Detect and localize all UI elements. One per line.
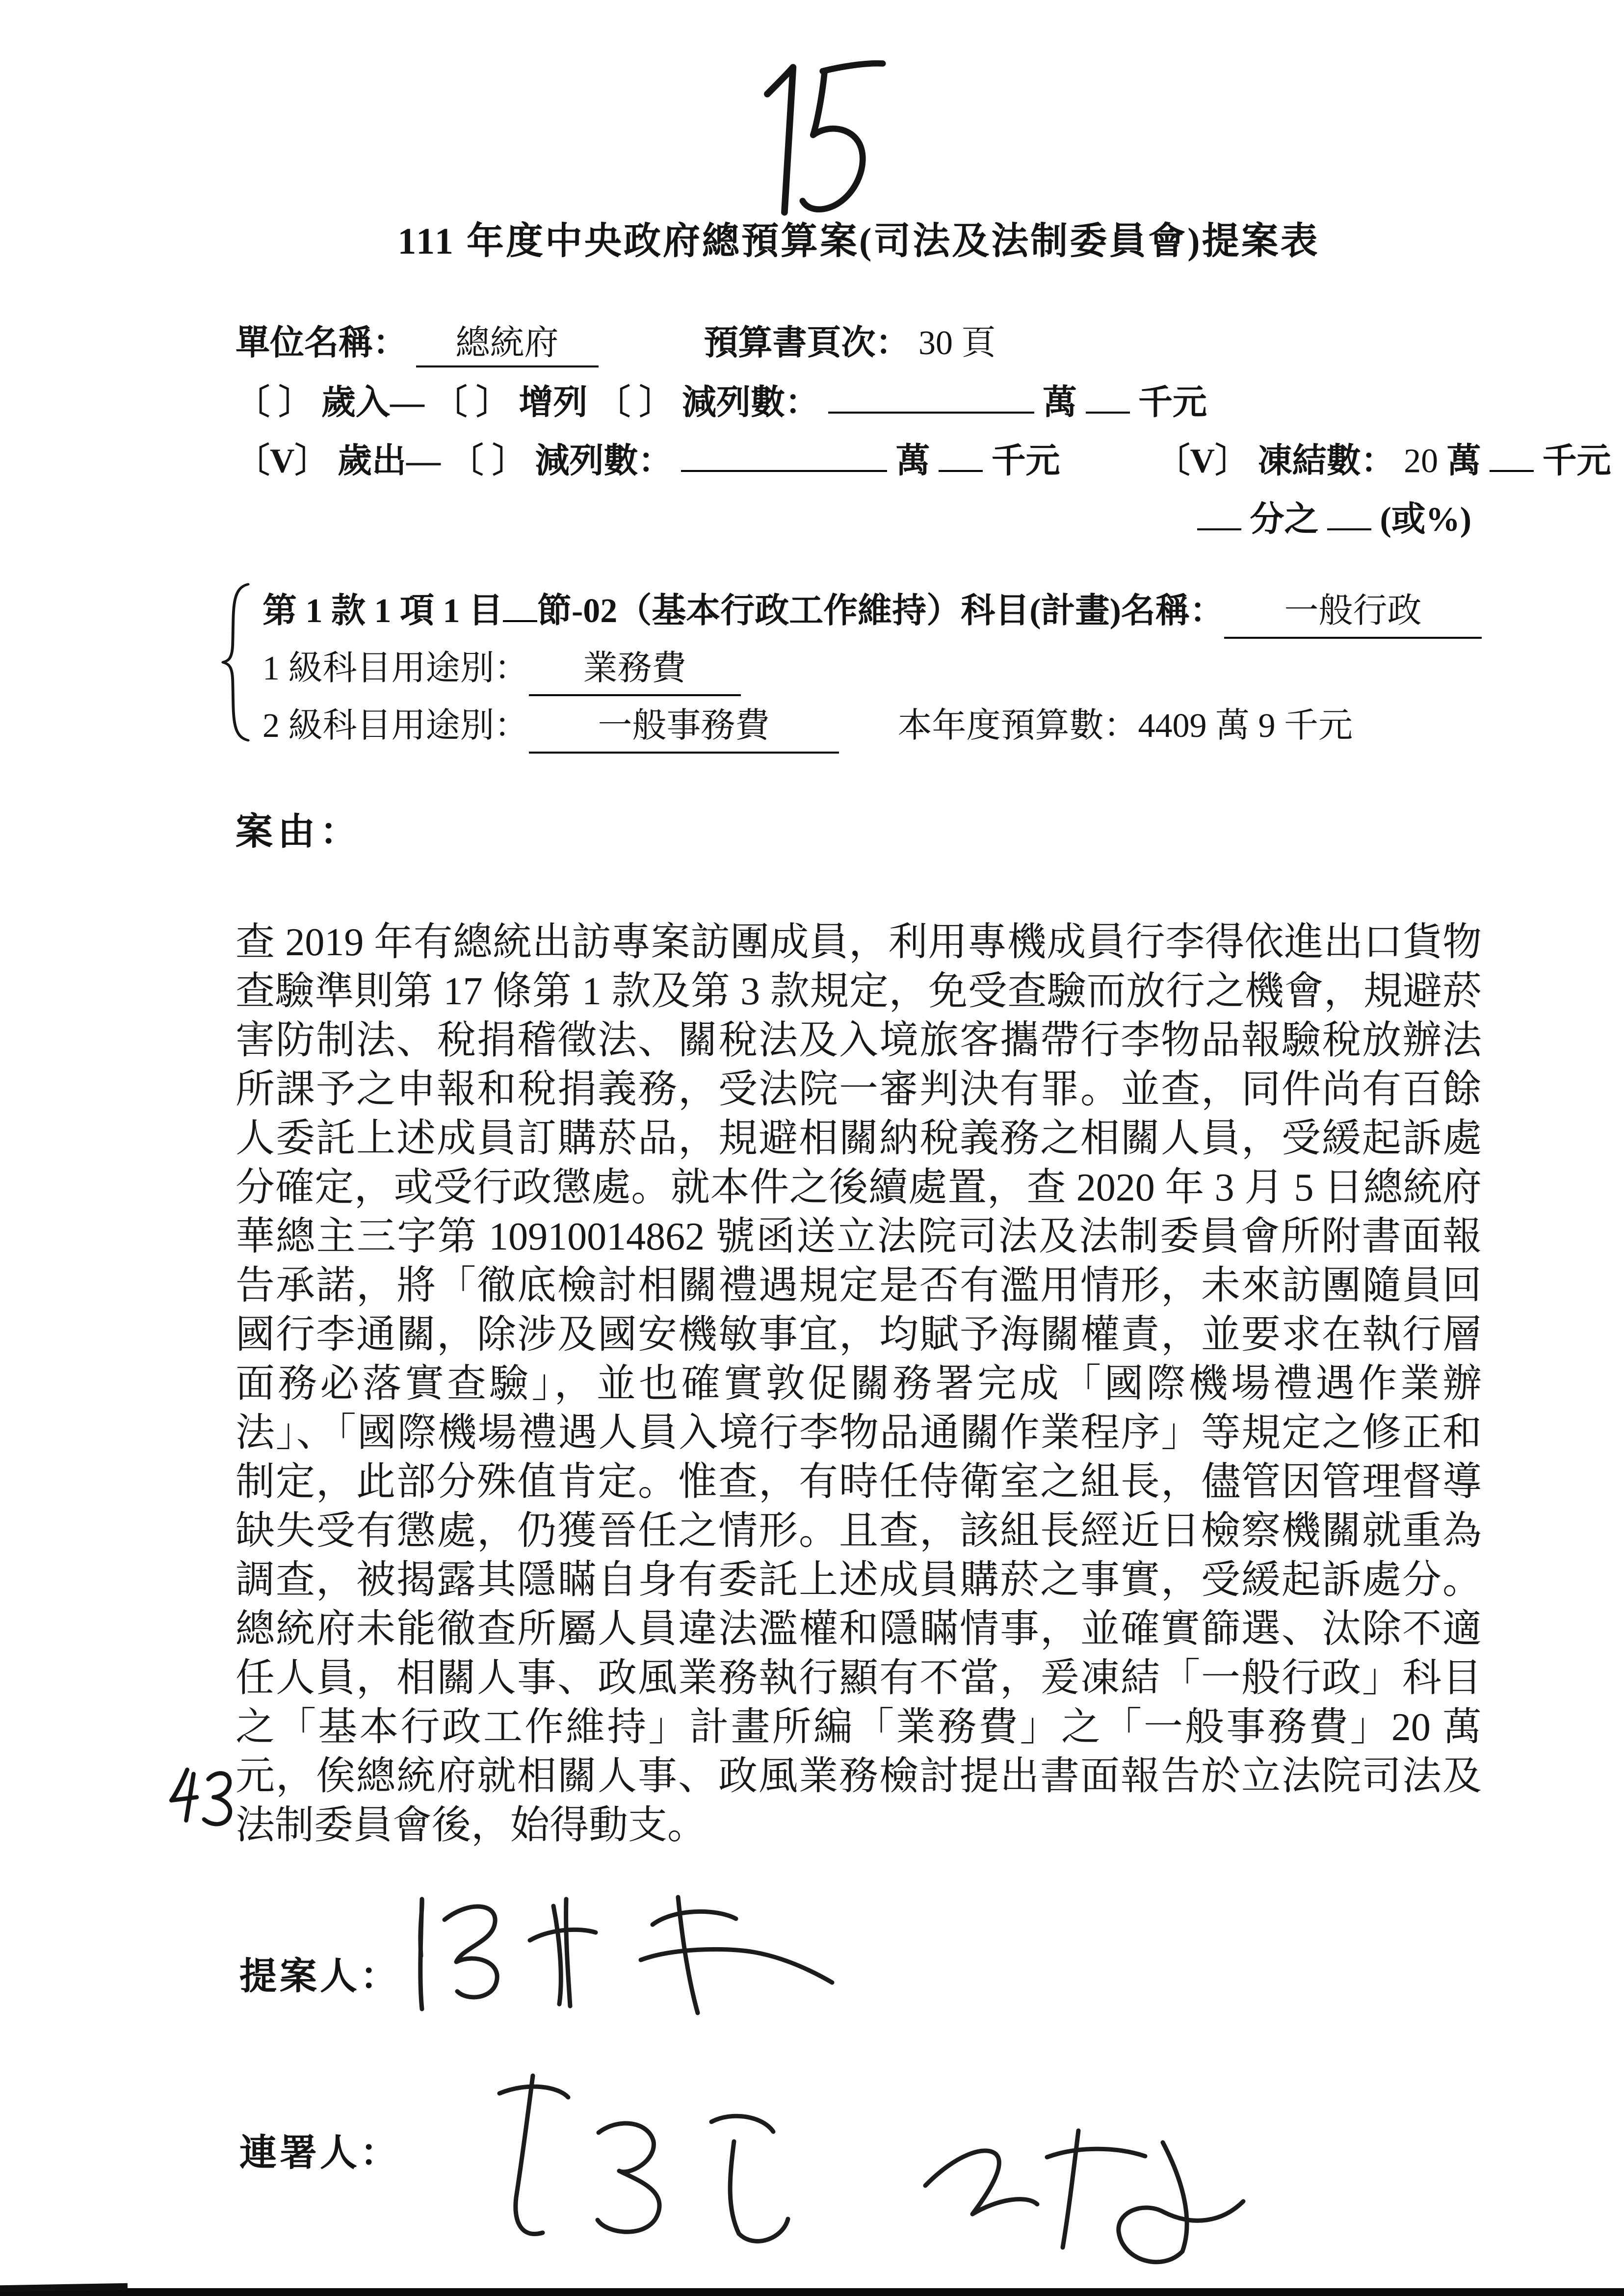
- handwritten-margin-number: [162, 1761, 245, 1830]
- blank-underline-thousand: [1086, 380, 1130, 414]
- increase-checkbox-empty: 〔 〕: [433, 384, 510, 422]
- level2-usage-value: 一般事務費: [529, 700, 839, 754]
- expenditure-checkbox-checked: 〔V〕: [236, 442, 329, 480]
- revenue-row: [236, 380, 1482, 426]
- blank-underline-denominator: [1327, 497, 1371, 530]
- expenditure-decrease-checkbox-empty: 〔 〕: [449, 442, 527, 480]
- unit-qianyuan-label: 千元: [1138, 384, 1207, 422]
- budget-item-section: [236, 585, 1482, 754]
- case-body-text: 查 2019 年有總統出訪專案訪團成員，利用專機成員行李得依進出口貨物查驗準則第 17 條第 1 款及第 3 款規定，免受查驗而放行之機會，規避菸害防制法、稅捐稽徵法、關稅法及入境旅客攜帶行李物品報驗稅放辦法所課予之申報和稅捐義務，受法院一審判決有罪。並查，同件尚有百餘人委託上述成員訂購菸品，規避相關納稅義務之相關人員，受緩起訴處分確定，或受行政懲處。就本件之後續處置，查 2020 年 3 月 5 日總統府華總主三字第 10910014862 號函送立法院司法及法制委員會所附書面報告承諾，將「徹底檢討相關禮遇規定是否有濫用情形，未來訪團隨員回國行李通關，除涉及國安機敏事宜，均賦予海關權責，並要求在執行層面務必落實查驗」，並也確實敦促關務署完成「國際機場禮遇作業辦法」、「國際機場禮遇人員入境行李物品通關作業程序」等規定之修正和制定，此部分殊值肯定。惟查，有時任侍衛室之組長，儘管因管理督導缺失受有懲處，仍獲晉任之情形。且查，該組長經近日檢察機關就重為調查，被揭露其隱瞞自身有委託上述成員購菸之事實，受緩起訴處分。總統府未能徹查所屬人員違法濫權和隱瞞情事，並確實篩選、汰除不適任人員，相關人事、政風業務執行顯有不當，爰凍結「一般行政」科目之「基本行政工作維持」計畫所編「業務費」之「一般事務費」20 萬元，俟總統府就相關人事、政風業務檢討提出書面報告於立法院司法及法制委員會後，始得動支。: [236, 921, 1482, 1848]
- proposer-signature: [397, 1878, 868, 2035]
- signature-block: [236, 1892, 1482, 2285]
- freeze-unit-qianyuan-label: 千元: [1542, 442, 1611, 480]
- level2-usage-label: 2 級科目用途別：: [262, 707, 529, 745]
- percent-label: (或%): [1380, 500, 1472, 538]
- annual-budget-label: 本年度預算數：: [897, 707, 1138, 745]
- case-heading: 案由：: [236, 811, 362, 853]
- unit-wan-label: 萬: [895, 442, 930, 480]
- unit-wan-label: 萬: [1043, 384, 1077, 422]
- cosigner-signature-1: [437, 2059, 844, 2260]
- annual-budget-value: 4409 萬 9 千元: [1138, 707, 1353, 745]
- plan-paren-label: （基本行政工作維持）: [617, 592, 961, 630]
- expenditure-row: [236, 439, 1611, 484]
- subject-name-label: 科目(計畫)名稱：: [961, 592, 1224, 630]
- section-line-2: [262, 643, 1482, 696]
- document-title: 111 年度中央政府總預算案(司法及法制委員會)提案表: [397, 221, 1320, 262]
- budget-page-value: 30 頁: [918, 324, 996, 362]
- unit-qianyuan-label: 千元: [991, 442, 1060, 480]
- freeze-unit-wan-label: 萬: [1446, 442, 1481, 480]
- blank-underline-amount: [828, 380, 1034, 414]
- decrease-checkbox-empty: 〔 〕: [596, 384, 674, 422]
- blank-underline-numerator: [1197, 497, 1241, 530]
- node-label: 節-02: [537, 592, 618, 630]
- budget-page-label: 預算書頁次：: [704, 324, 910, 362]
- section-line-1: [262, 585, 1482, 639]
- blank-underline-amount: [681, 439, 887, 472]
- fraction-row: [1197, 497, 1482, 543]
- clause-item-label: 第 1 款 1 項 1 目: [262, 592, 503, 630]
- unit-name-value: 總統府: [416, 321, 599, 367]
- blank-underline-thousand: [939, 439, 983, 472]
- cosigner-signature-2: [888, 2084, 1266, 2275]
- unit-name-label: 單位名稱：: [236, 324, 407, 362]
- level1-usage-label: 1 級科目用途別：: [262, 650, 529, 688]
- fraction-label: 分之: [1250, 500, 1319, 538]
- blank-underline-thousand: [1490, 439, 1534, 472]
- level1-usage-value: 業務費: [529, 643, 741, 696]
- freeze-checkbox-checked: 〔V〕: [1155, 442, 1250, 480]
- proposer-label: 提案人：: [239, 1956, 400, 1998]
- left-brace: [218, 581, 253, 743]
- expenditure-decrease-label: 減列數：: [535, 442, 673, 480]
- header-row: [236, 321, 1482, 367]
- blank-underline-node: [503, 589, 537, 622]
- subject-name-value: 一般行政: [1224, 585, 1482, 639]
- freeze-amount-value: 20: [1404, 442, 1439, 480]
- handwritten-page-number: [707, 54, 893, 226]
- expenditure-label: 歲出—: [338, 442, 441, 480]
- scan-artifact-bottom-edge: [0, 2288, 1624, 2296]
- increase-label: 增列: [519, 384, 588, 422]
- freeze-label: 凍結數：: [1257, 442, 1395, 480]
- decrease-label: 減列數：: [682, 384, 819, 422]
- revenue-label: 歲入—: [321, 384, 424, 422]
- revenue-checkbox-empty: 〔 〕: [236, 384, 313, 422]
- section-line-3: [262, 700, 1482, 754]
- cosigner-label: 連署人：: [239, 2133, 400, 2174]
